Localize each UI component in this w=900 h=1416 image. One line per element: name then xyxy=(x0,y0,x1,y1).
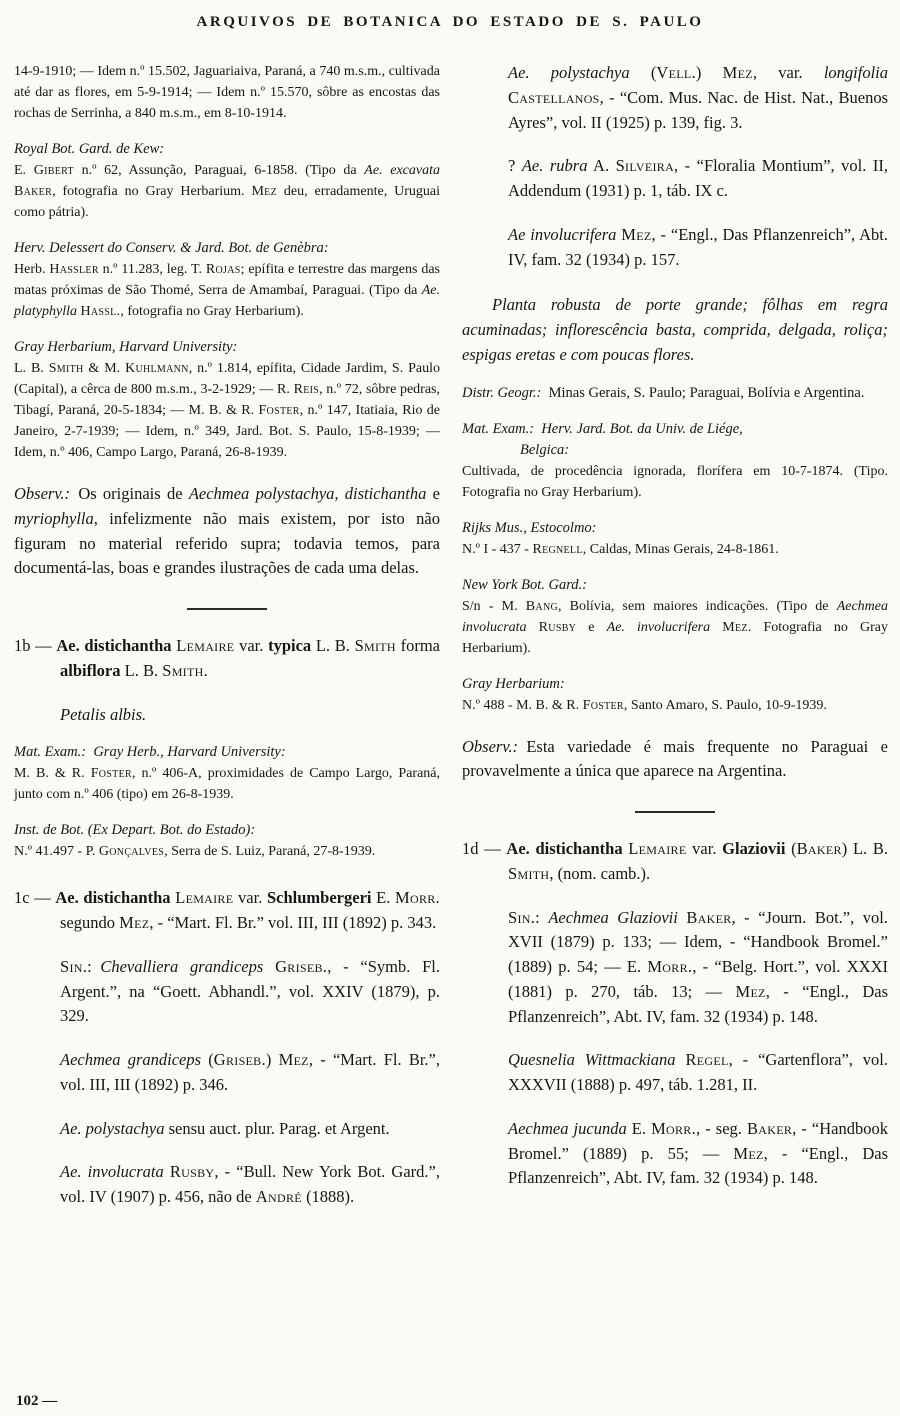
text-run: Lemaire xyxy=(628,839,687,859)
text-run: , - “Com. Mus. Nac. de Hist. Nat., Buenos Ayres”, vol. II (1925) p. 139, fig. 3. xyxy=(508,87,888,132)
text-run: (1888). xyxy=(301,1187,355,1207)
text-run: , - “Engl., Das Pflanzenreich”, Abt. IV, fam. 32 (1934) p. 148. xyxy=(508,1143,888,1188)
text-run: Ae. distichantha xyxy=(55,888,171,908)
text-run: Sin.: xyxy=(508,907,541,927)
text-run: . xyxy=(203,660,208,680)
text-run: Ae. platyphylla xyxy=(14,283,440,320)
text-run: Glaziovii xyxy=(722,839,786,859)
text-run: Smith xyxy=(162,660,204,680)
text-run: L. B. xyxy=(311,636,355,656)
text-block-cite xyxy=(508,61,888,135)
text-run: Ae. polystachya xyxy=(508,63,630,82)
text-block-heading xyxy=(14,238,440,259)
text-block-entry xyxy=(14,886,440,936)
text-block-cite xyxy=(508,154,888,204)
text-block-heading xyxy=(14,337,440,358)
text-run: Baker xyxy=(796,839,842,859)
text-run: Smith xyxy=(354,636,396,656)
text-run: ( xyxy=(629,63,657,82)
text-run: Smith xyxy=(508,863,550,883)
text-run: Griseb. xyxy=(213,1050,266,1070)
text-run: Chevalliera grandiceps xyxy=(100,956,264,976)
text-run: Minas Gerais, S. Paulo; Paraguai, Bolívia e Argentina. xyxy=(541,384,865,401)
text-run: deu, erradamente, Uruguai como pátria). xyxy=(14,184,441,221)
text-run: Mez xyxy=(722,63,753,82)
text-run: Morr. xyxy=(651,1118,697,1138)
text-run: ( xyxy=(785,839,797,859)
text-run: Distr. Geogr.: xyxy=(462,384,542,401)
text-run: , - “Handbook Bromel.” (1889) p. 55; — xyxy=(508,1118,888,1163)
text-run: Inst. de Bot. (Ex Depart. Bot. do Estado): xyxy=(14,822,256,839)
text-run: , n.º 406-A, proximidades de Campo Largo, Paraná, junto com n.º 406 (tipo) em 26-8-1939. xyxy=(14,766,440,803)
text-run: L. B. xyxy=(14,361,49,377)
text-run: Esta variedade é mais frequente no Paraguai e provavelmente a única que aparece na Argentina. xyxy=(462,736,888,781)
text-run: ( xyxy=(201,1050,214,1070)
text-run: sensu auct. plur. Parag. et Argent. xyxy=(164,1118,390,1138)
text-block-heading xyxy=(462,575,888,596)
text-run: , - seg. xyxy=(696,1118,747,1138)
text-run: Schlumbergeri xyxy=(266,888,372,908)
right-column xyxy=(462,61,888,1210)
text-run: Mez xyxy=(251,184,278,200)
text-run: Bang xyxy=(525,598,558,614)
text-run: Hassl. xyxy=(80,304,121,320)
text-run: Cultivada, de procedência ignorada, florífera em 10-7-1874. (Tipo. Fotografia no Gray Herbarium). xyxy=(462,463,888,500)
text-run: E. xyxy=(371,888,396,908)
text-run: , - “Journ. Bot.”, vol. XVII (1879) p. 133; — Idem, - “Handbook Bromel.” (1889) p. 54; — E. xyxy=(508,907,888,977)
text-run: , - “Engl., Das Pflanzenreich”, Abt. IV, fam. 32 (1934) p. 157. xyxy=(508,224,888,269)
text-run: E. xyxy=(14,163,34,179)
text-run: Gonçalves xyxy=(98,844,165,860)
text-run: Ae. distichantha xyxy=(506,839,623,859)
text-run: Morr. xyxy=(395,888,440,908)
text-block-cite xyxy=(508,1048,888,1098)
text-run: Regnell xyxy=(532,541,583,557)
text-run: Mez xyxy=(735,981,766,1001)
text-block-heading xyxy=(462,674,888,695)
text-run: Castellanos xyxy=(508,87,600,107)
text-run: , Serra de S. Luiz, Paraná, 27-8-1939. xyxy=(164,844,376,860)
text-run: A. xyxy=(587,156,616,176)
text-block-para xyxy=(14,358,440,463)
text-run: Ae. excavata xyxy=(364,163,440,179)
text-run: Rojas xyxy=(205,262,241,278)
text-run: N.º 488 - M. B. & R. xyxy=(462,697,583,713)
text-run: Mez xyxy=(621,224,652,244)
text-run: , fotografia no Gray Herbarium. xyxy=(52,184,252,200)
text-run: e xyxy=(576,619,607,635)
text-run: ) xyxy=(695,63,723,82)
text-run: & M. xyxy=(83,361,126,377)
text-block-cite xyxy=(508,223,888,273)
text-run: Foster xyxy=(582,697,624,713)
text-block-entry xyxy=(462,837,888,887)
text-run: Aechmea involucrata xyxy=(462,598,888,635)
text-run: Ae involucrifera xyxy=(508,224,617,244)
text-run: 1c — xyxy=(14,888,56,908)
text-run: Belgica: xyxy=(520,441,570,458)
text-run: Foster xyxy=(258,403,300,419)
text-block-cite xyxy=(508,906,888,1030)
text-run: Mez xyxy=(733,1143,764,1163)
text-run: Regel xyxy=(685,1050,729,1070)
text-run: Ae. distichantha xyxy=(56,636,172,656)
text-run: Rijks Mus., Estocolmo: xyxy=(462,519,597,536)
text-run: Rusby xyxy=(169,1162,215,1182)
text-run: , infelizmente não mais existem, por isto não figuram no material referido supra; todavia temos, para documentá-las, boas e grandes ilustrações de cada uma delas. xyxy=(14,508,440,578)
text-run: forma xyxy=(395,636,440,656)
text-run: M. B. & R. xyxy=(14,766,91,782)
left-column xyxy=(14,61,440,1210)
text-block-para xyxy=(14,763,440,805)
text-block-cite xyxy=(60,1160,440,1210)
text-block-para xyxy=(14,841,440,862)
text-run: Royal Bot. Gard. de Kew: xyxy=(14,141,165,157)
text-block-latin xyxy=(60,703,440,728)
text-run: Aechmea polystachya, distichantha xyxy=(188,484,427,504)
text-run: Rusby xyxy=(538,619,577,635)
text-run: Gibert xyxy=(33,163,74,179)
text-run: , - “Gartenflora”, vol. XXXVII (1888) p. 497, táb. 1.281, II. xyxy=(508,1050,889,1095)
text-run: Os originais de xyxy=(70,484,189,504)
text-run: , (nom. camb.). xyxy=(549,863,651,883)
text-run: 14-9-1910; — Idem n.º 15.502, Jaguariaiva, Paraná, a 740 m.s.m., cultivada até dar as flores, em 5-9-1914; — Idem n.º 15.570, sôbre as encostas das rochas de Serrinha, a 840 m.s.m., em 8-10-1914. xyxy=(14,64,440,121)
text-run: n.º 62, Assunção, Paraguai, 6-1858. (Tipo da xyxy=(73,163,365,179)
text-run: Smith xyxy=(48,361,84,377)
text-block-desc xyxy=(462,293,888,367)
text-block-heading xyxy=(462,419,888,440)
text-run: segundo xyxy=(60,913,120,933)
text-run: Observ.: xyxy=(462,736,519,756)
text-run: , - “Engl., Das Pflanzenreich”, Abt. IV, fam. 32 (1934) p. 148. xyxy=(508,981,888,1026)
page-number: 102 — xyxy=(16,1393,58,1409)
text-run: , n.º 72, sôbre pedras, Tibagí, Paraná, 20-5-1834; — M. B. & R. xyxy=(14,382,441,419)
text-block-obs xyxy=(462,735,888,785)
text-run: S/n - M. xyxy=(462,598,526,614)
text-run: Baker xyxy=(14,184,53,200)
text-block-heading xyxy=(462,383,888,404)
text-run: Ae. rubra xyxy=(521,156,588,176)
text-block-para xyxy=(462,539,888,560)
text-run: longifolia xyxy=(823,63,889,82)
text-run: , var. xyxy=(752,63,824,82)
text-run: albiflora xyxy=(60,660,121,680)
text-block-entry xyxy=(14,634,440,684)
text-run: Morr. xyxy=(647,957,693,977)
two-column-text-area xyxy=(0,31,900,1210)
text-run: N.º I - 437 - xyxy=(462,541,533,557)
text-run: Herv. Delessert do Conserv. & Jard. Bot. de Genèbra: xyxy=(14,240,329,257)
text-block-cite xyxy=(60,1117,440,1142)
text-block-obs xyxy=(14,482,440,581)
text-run: Gray Herbarium, Harvard University: xyxy=(14,339,238,356)
text-run xyxy=(710,620,722,635)
text-run: Observ.: xyxy=(14,484,71,504)
text-block-para xyxy=(462,695,888,716)
text-run: Hassler xyxy=(49,262,99,278)
text-run: , - “Bull. New York Bot. Gard.”, vol. IV (1907) p. 456, não de xyxy=(60,1162,440,1207)
text-run: Mez xyxy=(119,913,150,933)
text-run: Aechmea jucunda xyxy=(508,1118,627,1138)
text-run: ) xyxy=(265,1050,279,1070)
text-run: 1b — xyxy=(14,636,57,656)
text-block-heading xyxy=(462,518,888,539)
text-run: , - “Symb. Fl. Argent.”, na “Goett. Abhandl.”, vol. XXIV (1879), p. 329. xyxy=(60,956,440,1026)
text-run: e xyxy=(426,484,441,504)
text-run: 1d — xyxy=(462,839,507,859)
section-divider xyxy=(635,811,715,813)
text-run: , Bolívia, sem maiores indicações. (Tipo de xyxy=(558,598,837,614)
text-run: Reis xyxy=(293,382,320,398)
text-run: Baker xyxy=(747,1118,793,1138)
text-run: Ae. polystachya xyxy=(60,1118,165,1138)
text-run: Mez xyxy=(278,1050,309,1070)
text-run: Mat. Exam.: Herv. Jard. Bot. da Univ. de Liége, xyxy=(462,420,743,437)
text-run: Silveira xyxy=(615,156,675,176)
text-run xyxy=(263,957,275,976)
text-run: L. B. xyxy=(120,660,163,680)
text-run: Vell. xyxy=(656,63,696,82)
text-run: Lemaire xyxy=(175,888,234,908)
text-run: , - “Floralia Montium”, vol. II, Addendum (1931) p. 1, táb. IX c. xyxy=(508,156,888,200)
text-run: André xyxy=(255,1187,302,1207)
text-block-heading xyxy=(14,742,440,763)
text-run: typica xyxy=(268,636,312,656)
text-block-heading xyxy=(14,139,440,160)
text-run: , n.º 1.814, epífita, Cidade Jardim, S. Paulo (Capital), a cêrca de 800 m.s.m., 3-2-1929; — R. xyxy=(14,361,440,398)
text-run: Aechmea grandiceps xyxy=(60,1050,202,1070)
text-run: ? xyxy=(508,156,522,176)
text-block-heading xyxy=(14,820,440,841)
text-run: var. xyxy=(686,839,723,859)
text-run: , n.º 147, Itatiaia, Rio de Janeiro, 2-7-1939; — Idem, n.º 349, Jard. Bot. S. Paulo, 15-8-1939; — Idem, n.º 406, Campo Largo, Paraná, 26-8-1939. xyxy=(14,403,440,461)
text-run xyxy=(676,1050,686,1069)
text-run: Griseb. xyxy=(275,956,328,976)
text-run xyxy=(527,620,539,635)
text-run: Quesnelia Wittmackiana xyxy=(508,1050,676,1070)
text-run: Kuhlmann xyxy=(125,361,189,377)
text-run: Baker xyxy=(686,907,732,927)
text-run: Mat. Exam.: Gray Herb., Harvard University: xyxy=(14,744,286,761)
text-run: , - “Mart. Fl. Br.”, vol. III, III (1892) p. 346. xyxy=(60,1050,441,1094)
text-block-heading-indent xyxy=(520,440,888,461)
text-run: Gray Herbarium: xyxy=(462,675,565,692)
text-run: E. xyxy=(626,1118,652,1138)
text-run: Herb. xyxy=(14,262,50,278)
text-run: n.º 11.283, leg. T. xyxy=(98,262,206,278)
text-block-para xyxy=(462,596,888,659)
text-run: New York Bot. Gard.: xyxy=(462,576,588,593)
text-block-cite xyxy=(508,1117,888,1191)
text-run: , Santo Amaro, S. Paulo, 10-9-1939. xyxy=(623,697,827,713)
text-run: Foster xyxy=(90,766,132,782)
text-run: . Fotografia no Gray Herbarium). xyxy=(462,619,888,656)
text-run: Mez xyxy=(722,619,748,635)
text-run: Petalis albis. xyxy=(60,704,147,724)
text-run: , fotografia no Gray Herbarium). xyxy=(120,304,304,320)
text-run: Planta robusta de porte grande; fôlhas em regra acuminadas; inflorescência basta, comprida, delgada, roliça; espigas eretas e com poucas flores. xyxy=(462,295,888,364)
text-run: , Caldas, Minas Gerais, 24-8-1861. xyxy=(582,541,779,557)
text-run: Ae. involucrata xyxy=(60,1162,164,1182)
section-divider xyxy=(187,608,267,610)
text-run: , - “Belg. Hort.”, vol. XXXI (1881) p. 270, táb. 13; — xyxy=(508,957,888,1001)
text-run: var. xyxy=(233,888,267,908)
text-block-cite xyxy=(60,955,440,1029)
text-run: N.º 41.497 - P. xyxy=(14,844,99,860)
text-run: ; epífita e terrestre das margens das matas próximas de São Thomé, Serra de Amambaí, Paraguai. (Tipo da xyxy=(14,262,440,299)
text-run: Sin.: xyxy=(60,956,93,976)
text-block-para xyxy=(14,259,440,322)
text-run: Aechmea Glaziovii xyxy=(548,907,678,927)
text-block-para xyxy=(14,61,440,124)
text-run: myriophylla xyxy=(14,508,94,528)
running-head-title: ARQUIVOS DE BOTANICA DO ESTADO DE S. PAULO xyxy=(196,14,704,30)
text-run: , - “Mart. Fl. Br.” vol. III, III (1892) p. 343. xyxy=(149,913,437,933)
text-block-cite xyxy=(60,1048,440,1098)
text-run: Lemaire xyxy=(176,636,235,656)
text-run: Ae. involucrifera xyxy=(606,619,711,635)
text-block-para xyxy=(462,461,888,503)
text-run: ) L. B. xyxy=(841,839,889,859)
text-block-para xyxy=(14,160,440,223)
text-run: var. xyxy=(234,636,269,656)
